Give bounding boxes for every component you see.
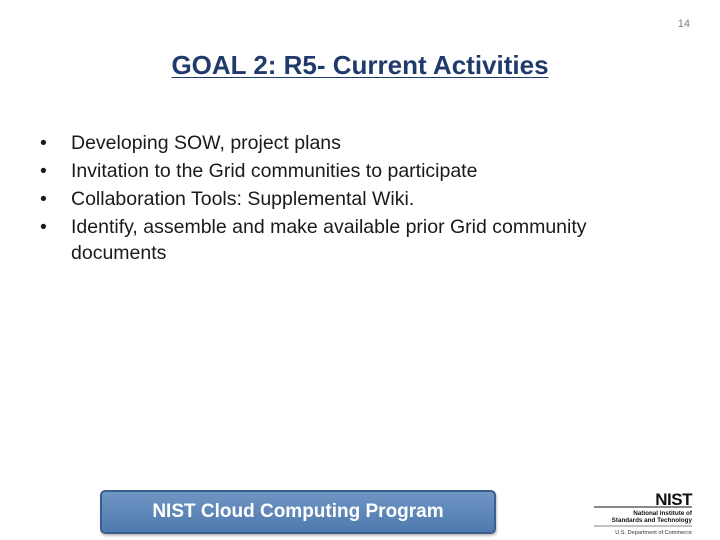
bullet-list <box>40 130 680 268</box>
bullet-dot-icon: • <box>40 160 47 182</box>
nist-logo-line3: U.S. Department of Commerce <box>615 530 692 536</box>
bullet-text: Collaboration Tools: Supplemental Wiki. <box>71 188 415 210</box>
bullet-item <box>40 214 680 266</box>
nist-logo-line1: National Institute of <box>633 510 692 517</box>
program-banner: NIST Cloud Computing Program <box>100 490 496 534</box>
slide-title: GOAL 2: R5- Current Activities <box>171 50 549 80</box>
bullet-item <box>40 130 680 156</box>
bullet-item <box>40 186 680 212</box>
bullet-text: Invitation to the Grid communities to participate <box>71 160 478 182</box>
bullet-text: Identify, assemble and make available prior Grid community documents <box>71 216 587 264</box>
bullet-dot-icon: • <box>40 188 47 210</box>
bullet-dot-icon: • <box>40 132 47 154</box>
bullet-dot-icon: • <box>40 216 47 238</box>
nist-logo-line2: Standards and Technology <box>611 517 692 524</box>
bullet-item <box>40 158 680 184</box>
page-number: 14 <box>677 18 690 30</box>
bullet-text: Developing SOW, project plans <box>71 132 341 154</box>
nist-wordmark: NIST <box>655 490 692 509</box>
nist-logo <box>590 490 696 538</box>
